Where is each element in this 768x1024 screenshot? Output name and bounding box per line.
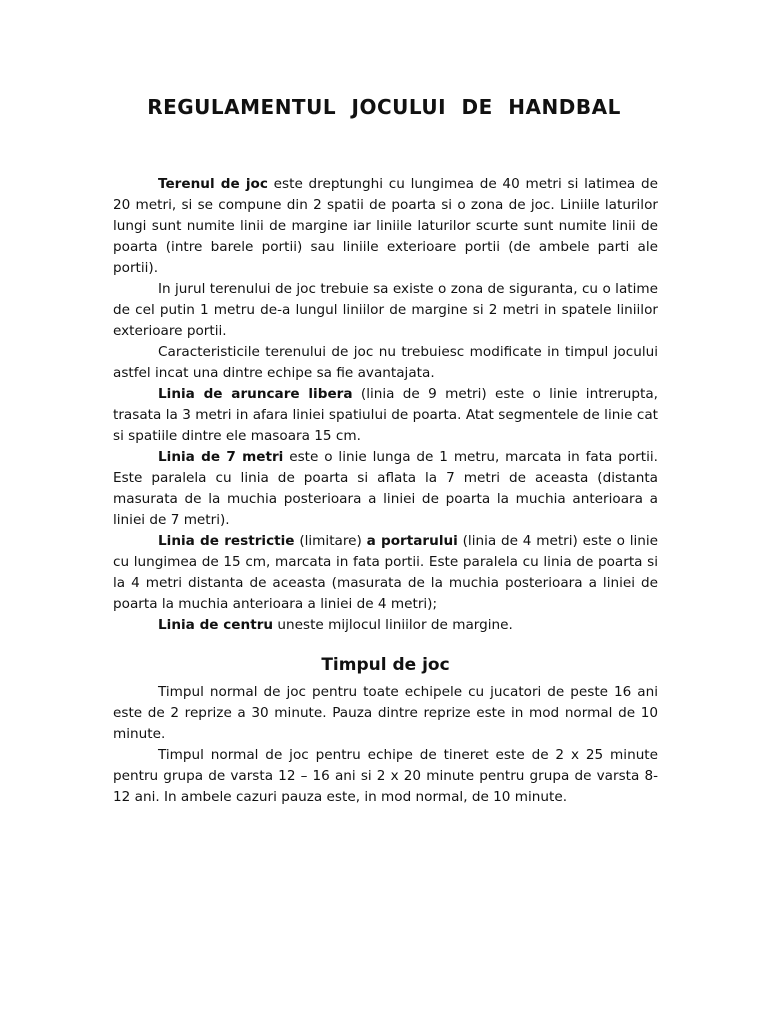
section-heading-timpul: Timpul de joc (321, 655, 450, 675)
paragraph-caracteristici: Caracteristicile terenului de joc nu trebuiesc modificate in timpul jocului astfel incat una dintre echipe sa fie avantajata. (113, 344, 658, 381)
paragraph-timp-tineret: Timpul normal de joc pentru echipe de tineret este de 2 x 25 minute pentru grupa de varsta 12 – 16 ani si 2 x 20 minute pentru grupa de varsta 8-12 ani. In ambele cazuri pauza este, in mod normal, de 10 minute. (113, 747, 658, 805)
term-aruncare-libera: Linia de aruncare libera (158, 386, 353, 402)
term-terenul: Terenul de joc (158, 176, 268, 192)
paragraph-timp-normal: Timpul normal de joc pentru toate echipele cu jucatori de peste 16 ani este de 2 reprize a 30 minute. Pauza dintre reprize este in mod normal de 10 minute. (113, 684, 658, 742)
paragraph-restrictie: Linia de restrictie (limitare) a portarului (linia de 4 metri) este o linie cu lungimea de 15 cm, marcata in fata portii. Este paralela cu linia de poarta si la 4 metri distanta de aceasta (masurata de la muchia posterioara a liniei de poarta la muchia anterioara a liniei de 4 metri); (113, 533, 659, 612)
paragraph-terenul: Terenul de joc este dreptunghi cu lungimea de 40 metri si latimea de 20 metri, si se compune din 2 spatii de poarta si o zona de joc. Liniile laturilor lungi sunt numite linii de margine iar liniile laturilor scurte sunt numite linii de poarta (intre barele portii) sau liniile exterioare portii (de ambele parti ale portii). (113, 176, 658, 276)
term-centru: Linia de centru (158, 617, 274, 633)
paragraph-7-metri: Linia de 7 metri este o linie lunga de 1 metru, marcata in fata portii. Este paralela cu linia de poarta si aflata la 7 metri de aceasta (distanta masurata de la muchia posterioara a liniei de poarta la muchia anterioara a liniei de 7 metri). (113, 449, 658, 528)
document-title: REGULAMENTUL JOCULUI DE HANDBAL (147, 95, 621, 119)
term-restrictie: Linia de restrictie (158, 533, 295, 549)
paragraph-aruncare-libera: Linia de aruncare libera (linia de 9 metri) este o linie intrerupta, trasata la 3 metri in afara liniei spatiului de poarta. Atat segmentele de linie cat si spatiile dintre ele masoara 15 cm. (113, 386, 659, 444)
term-7-metri: Linia de 7 metri (158, 449, 284, 465)
paragraph-zona-siguranta: In jurul terenului de joc trebuie sa existe o zona de siguranta, cu o latime de cel putin 1 metru de-a lungul liniilor de margine si 2 metri in spatele liniilor exterioare portii. (113, 281, 658, 339)
document-body (113, 174, 658, 808)
paragraph-centru: Linia de centru uneste mijlocul liniilor de margine. (158, 617, 513, 633)
section-timpul (113, 682, 658, 808)
term-portarului: a portarului (366, 533, 458, 549)
